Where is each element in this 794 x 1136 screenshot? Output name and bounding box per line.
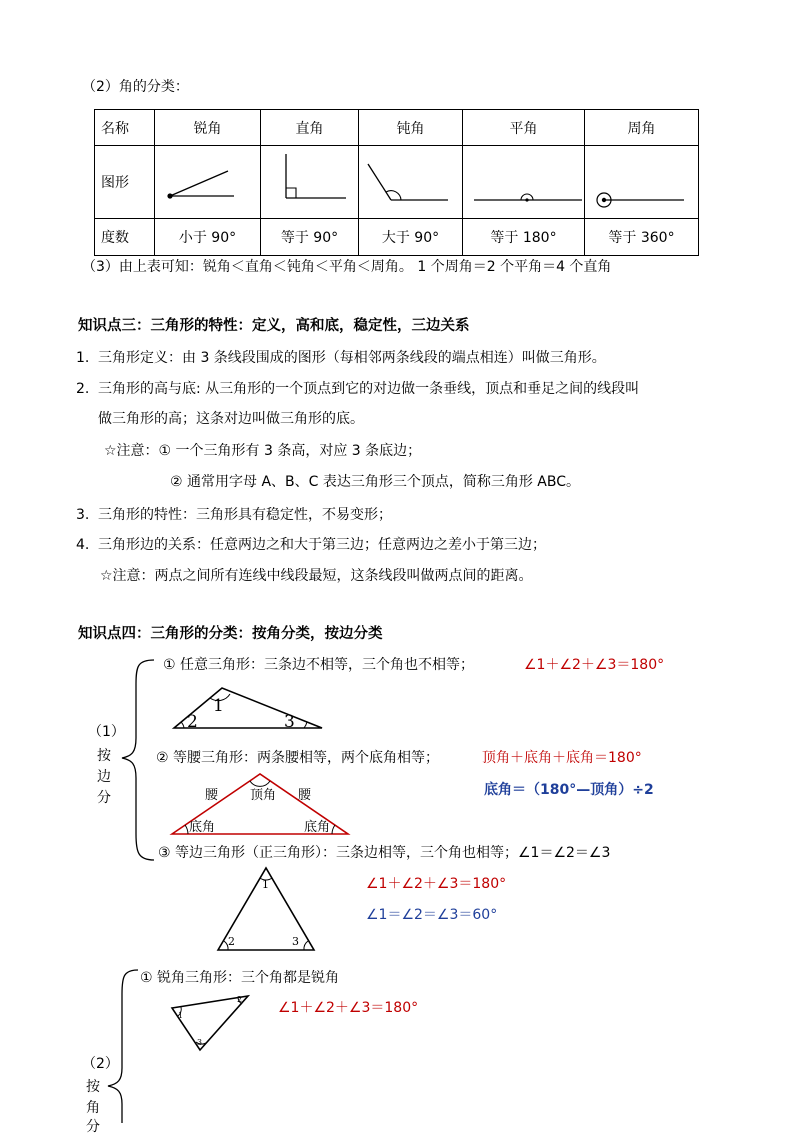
list-number: 1.	[76, 350, 90, 366]
brace-icon	[118, 656, 158, 866]
base-angle-label: 底角	[304, 820, 331, 835]
list-item: 三角形的特性：三角形具有稳定性，不易变形；	[98, 507, 392, 523]
leg-label: 腰	[298, 788, 312, 803]
angle-label: 2	[228, 935, 235, 948]
angle-label: 1	[178, 1011, 184, 1020]
table-cell: 等于 360°	[585, 219, 699, 256]
table-row	[95, 219, 699, 256]
table-row	[95, 110, 699, 146]
table-cell: 周角	[585, 110, 699, 146]
table-cell: 等于 180°	[463, 219, 585, 256]
group-label: 按	[97, 748, 111, 764]
note: ☆注意：两点之间所有连线中线段最短，这条线段叫做两点间的距离。	[100, 568, 533, 584]
leg-label: 腰	[205, 788, 219, 803]
equilateral-formula: ∠1＋∠2＋∠3＝180°	[366, 876, 507, 892]
equilateral-equal-formula: ∠1＝∠2＝∠3＝60°	[366, 907, 498, 923]
table-cell: 钝角	[359, 110, 463, 146]
list-item-continued: 做三角形的高；这条对边叫做三角形的底。	[98, 411, 364, 427]
table-cell	[359, 146, 463, 219]
table-cell: 小于 90°	[155, 219, 261, 256]
acute-angle-icon	[158, 150, 258, 210]
table-cell: 直角	[261, 110, 359, 146]
isosceles-description: ② 等腰三角形：两条腰相等，两个底角相等；	[156, 750, 439, 766]
acute-description: ① 锐角三角形：三个角都是锐角	[140, 970, 340, 986]
group-number: （2）	[82, 1056, 119, 1072]
acute-formula: ∠1＋∠2＋∠3＝180°	[278, 1000, 419, 1016]
table-cell	[463, 146, 585, 219]
note: ② 通常用字母 A、B、C 表达三角形三个顶点，简称三角形 ABC。	[170, 474, 581, 490]
table-cell: 大于 90°	[359, 219, 463, 256]
angle-label: 2	[187, 712, 198, 732]
apex-label: 顶角	[250, 788, 277, 803]
base-angle-label: 底角	[189, 820, 216, 835]
angle-label: 3	[284, 712, 295, 732]
angle-label: 2	[237, 995, 243, 1004]
list-number: 4.	[76, 537, 90, 553]
angle-label: 3	[197, 1038, 203, 1047]
row-header: 图形	[95, 146, 155, 219]
group-label: 分	[86, 1119, 100, 1135]
row-header: 名称	[95, 110, 155, 146]
group-label: 边	[97, 769, 111, 785]
obtuse-angle-icon	[360, 150, 462, 210]
list-number: 2.	[76, 381, 90, 397]
table-cell	[261, 146, 359, 219]
kp3-heading: 知识点三：三角形的特性：定义，高和底，稳定性，三边关系	[78, 318, 470, 334]
angle-label: 3	[292, 935, 299, 948]
note: ☆注意：① 一个三角形有 3 条高，对应 3 条底边；	[104, 443, 422, 459]
brace-icon	[104, 966, 144, 1123]
group-label: 按	[86, 1079, 100, 1095]
section-title: （2）角的分类：	[82, 79, 189, 95]
table-cell: 锐角	[155, 110, 261, 146]
summary-note: （3）由上表可知：锐角＜直角＜钝角＜平角＜周角。 1 个周角＝2 个平角＝4 个直角	[82, 259, 612, 275]
table-cell	[155, 146, 261, 219]
angle-classification-table	[94, 109, 699, 256]
list-number: 3.	[76, 507, 90, 523]
table-cell: 等于 90°	[261, 219, 359, 256]
full-angle-icon	[586, 150, 698, 210]
angle-label: 1	[213, 696, 224, 716]
list-item: 三角形边的关系：任意两边之和大于第三边；任意两边之差小于第三边；	[98, 537, 546, 553]
list-item: 三角形定义：由 3 条线段围成的图形（每相邻两条线段的端点相连）叫做三角形。	[98, 350, 606, 366]
equilateral-description: ③ 等边三角形（正三角形）：三条边相等，三个角也相等；∠1＝∠2＝∠3	[158, 845, 611, 861]
kp4-heading: 知识点四：三角形的分类：按角分类，按边分类	[78, 626, 383, 642]
right-angle-icon	[262, 150, 358, 210]
straight-angle-icon	[464, 150, 584, 210]
angle-label: 1	[262, 878, 269, 891]
scalene-description: ① 任意三角形：三条边不相等，三个角也不相等；	[163, 657, 474, 673]
group-label: 分	[97, 790, 111, 806]
isosceles-base-formula: 底角＝（180°—顶角）÷2	[484, 782, 654, 798]
group-label: 角	[86, 1100, 100, 1116]
table-row	[95, 146, 699, 219]
isosceles-formula: 顶角＋底角＋底角＝180°	[482, 750, 642, 766]
table-cell	[585, 146, 699, 219]
table-cell: 平角	[463, 110, 585, 146]
list-item: 三角形的高与底: 从三角形的一个顶点到它的对边做一条垂线，顶点和垂足之间的线段叫	[98, 381, 640, 397]
scalene-formula: ∠1＋∠2＋∠3＝180°	[524, 657, 665, 673]
group-number: （1）	[88, 724, 125, 740]
row-header: 度数	[95, 219, 155, 256]
